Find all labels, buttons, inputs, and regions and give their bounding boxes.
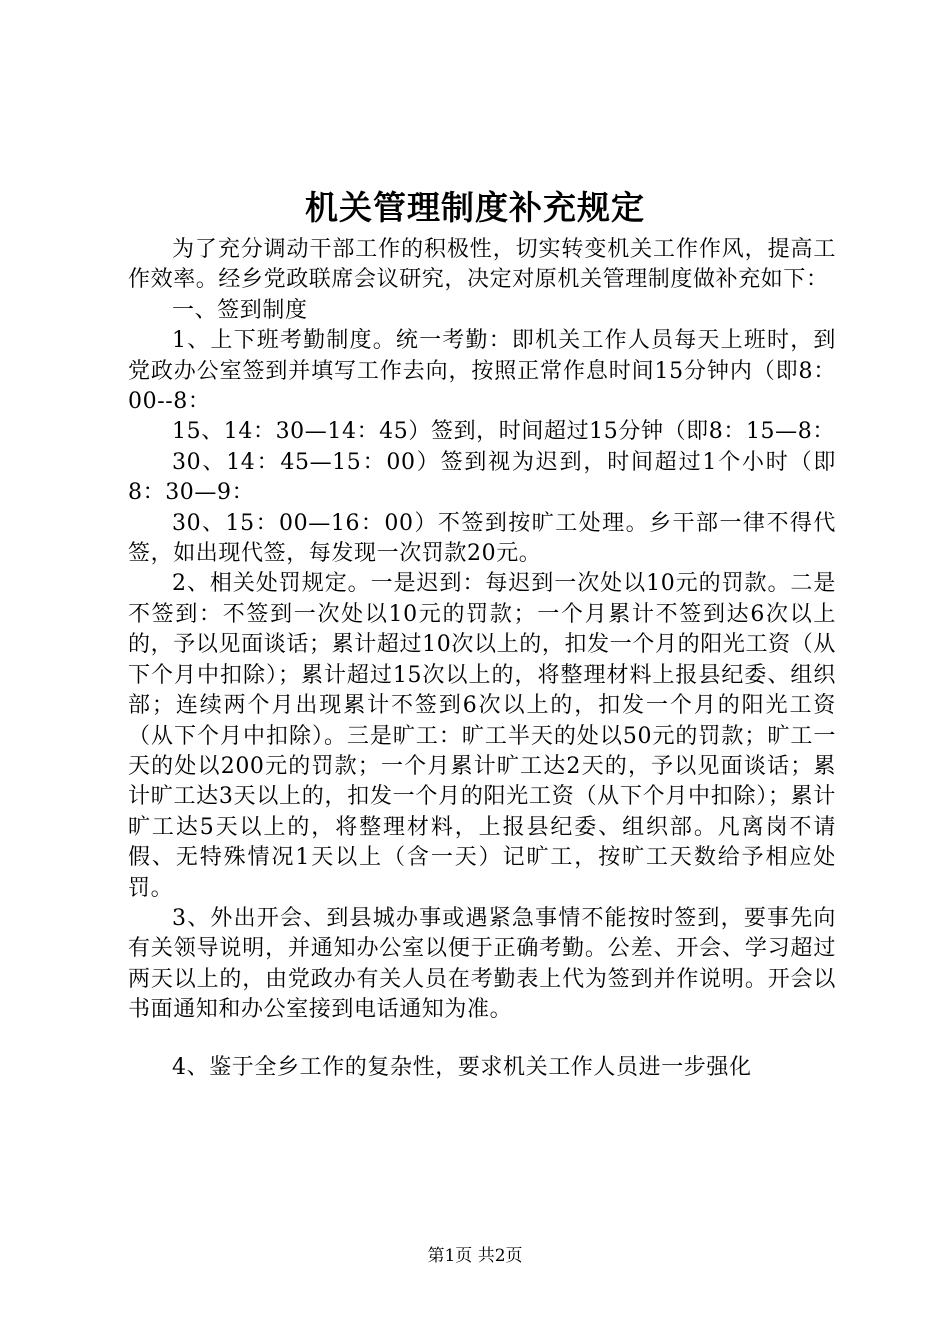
paragraph-item-1: 1、上下班考勤制度。统一考勤：即机关工作人员每天上班时，到党政办公室签到并填写工作去向，按照正常作息时间15分钟内（即8：00--8： <box>128 328 836 415</box>
section-heading-sign-in: 一、签到制度 <box>172 297 308 323</box>
document-title: 机关管理制度补充规定 <box>305 188 645 227</box>
paragraph-item-1-cont-b: 30、14：45—15：00）签到视为迟到，时间超过1个小时（即8：30—9： <box>128 449 836 506</box>
document-body <box>128 235 836 1083</box>
paragraph-item-4: 4、鉴于全乡工作的复杂性，要求机关工作人员进一步强化 <box>172 1054 752 1080</box>
paragraph-item-1-cont-a: 15、14：30—14：45）签到，时间超过15分钟（即8：15—8： <box>172 419 835 445</box>
paragraph-item-3: 3、外出开会、到县城办事或遇紧急事情不能按时签到，要事先向有关领导说明，并通知办公室以便于正确考勤。公差、开会、学习超过两天以上的，由党政办有关人员在考勤表上代为签到并作说明。开会以书面通知和办公室接到电话通知为准。 <box>128 905 836 1023</box>
paragraph-intro: 为了充分调动干部工作的积极性，切实转变机关工作作风，提高工作效率。经乡党政联席会议研究，决定对原机关管理制度做补充如下： <box>128 237 836 293</box>
paragraph-item-2: 2、相关处罚规定。一是迟到：每迟到一次处以10元的罚款。二是不签到：不签到一次处以10元的罚款；一个月累计不签到达6次以上的，予以见面谈话；累计超过10次以上的，扣发一个月的阳光工资（从下个月中扣除）；累计超过15次以上的，将整理材料上报县纪委、组织部；连续两个月出现累计不签到6次以上的，扣发一个月的阳光工资（从下个月中扣除）。三是旷工：旷工半天的处以50元的罚款；旷工一天的处以200元的罚款；一个月累计旷工达2天的，予以见面谈话；累计旷工达3天以上的，扣发一个月的阳光工资（从下个月中扣除）；累计旷工达5天以上的，将整理材料，上报县纪委、组织部。凡离岗不请假、无特殊情况1天以上（含一天）记旷工，按旷工天数给予相应处罚。 <box>128 571 836 901</box>
page-indicator: 第1页 共2页 <box>427 1246 523 1266</box>
paragraph-item-1-cont-c: 30、15：00—16：00）不签到按旷工处理。乡干部一律不得代签，如出现代签，每发现一次罚款20元。 <box>128 510 836 567</box>
